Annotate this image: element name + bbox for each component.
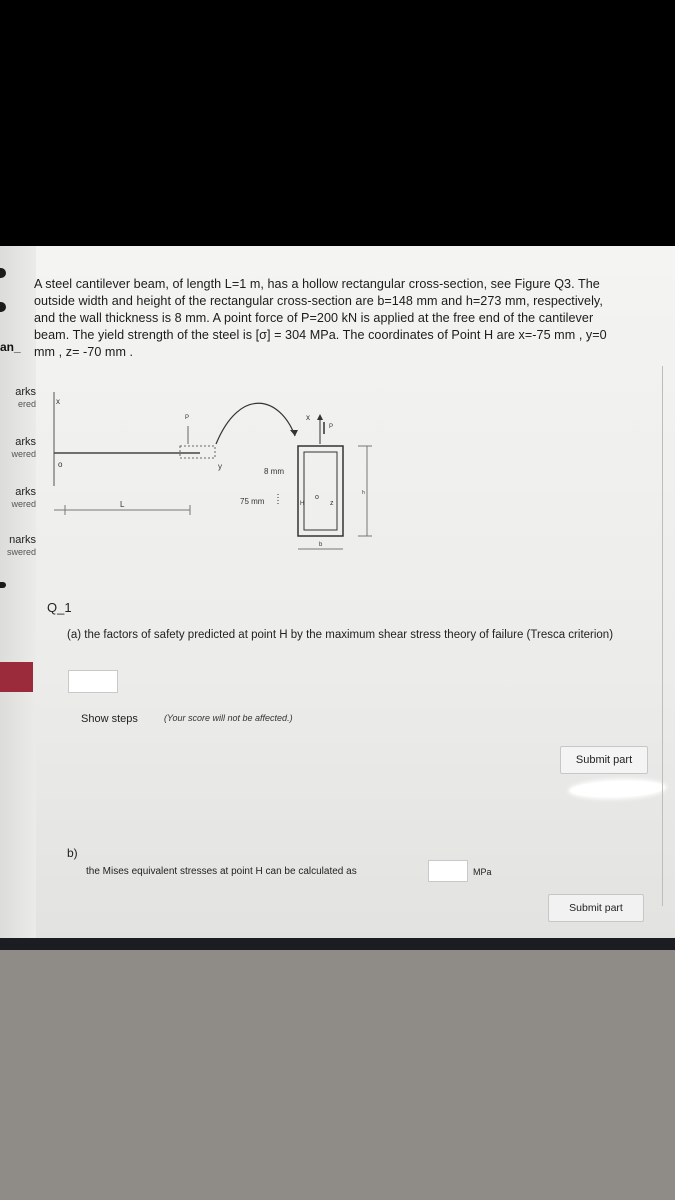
force-label-left: P [185, 415, 190, 421]
screen [0, 246, 675, 950]
wall-thickness-label: 8 mm [264, 467, 284, 476]
sidebar-marker [0, 268, 6, 278]
redaction-smudge [570, 779, 666, 798]
content-border [662, 366, 663, 906]
sidebar-item-marks-2[interactable] [0, 436, 36, 460]
sidebar-item-sub: swered [6, 547, 36, 557]
sidebar-item-an[interactable]: an_ [0, 340, 21, 354]
show-steps-link[interactable]: Show steps [81, 713, 138, 725]
sidebar-item-label: arks [15, 486, 36, 498]
part-a-answer-input[interactable] [68, 670, 118, 693]
axis-y-label: y [218, 462, 222, 471]
sidebar-active-item[interactable] [0, 662, 33, 692]
sidebar-marker [0, 582, 6, 588]
height-label: h [362, 490, 365, 496]
sidebar-item-marks-4[interactable] [0, 534, 36, 558]
section-outer [298, 446, 343, 536]
submit-part-a-button[interactable]: Submit part [560, 746, 648, 774]
section-x-arrowhead [317, 414, 323, 420]
part-b-text: the Mises equivalent stresses at point H can be calculated as [86, 866, 357, 877]
question-id: Q_1 [47, 600, 72, 615]
top-black-area [0, 0, 675, 246]
dim-75-label: 75 mm [240, 497, 265, 506]
axis-z-label: z [330, 500, 334, 507]
sidebar-item-marks-1[interactable] [0, 386, 36, 410]
sidebar-item-marks-3[interactable] [0, 486, 36, 510]
length-label: L [120, 500, 125, 509]
part-b-label: b) [67, 846, 78, 860]
sidebar-item-sub: ered [17, 399, 36, 409]
problem-line: beam. The yield strength of the steel is [σ] = 304 MPa. The coordinates of Point H are x=-75 mm , y=0 [34, 328, 607, 342]
submit-part-b-button[interactable]: Submit part [548, 894, 644, 922]
axis-x-label: x [56, 397, 60, 406]
bottom-gray-area [0, 950, 675, 1200]
connector-arc [216, 403, 295, 444]
problem-line: A steel cantilever beam, of length L=1 m, has a hollow rectangular cross-section, see Figure Q3. The [34, 277, 600, 291]
force-label-right: P [329, 424, 334, 430]
problem-statement [34, 276, 664, 361]
part-a-text: (a) the factors of safety predicted at point H by the maximum shear stress theory of failure (Tresca criterion) [67, 629, 614, 641]
width-label: b [319, 542, 323, 548]
origin-label: o [58, 460, 63, 469]
section-origin-label: o [315, 494, 319, 501]
beam-end-box [180, 446, 215, 458]
sidebar-item-label: arks [15, 436, 36, 448]
problem-line: mm , z= -70 mm . [34, 345, 134, 359]
sidebar-item-label: arks [15, 386, 36, 398]
sidebar-item-sub: wered [11, 449, 36, 459]
score-note: (Your score will not be affected.) [164, 713, 293, 723]
sidebar-marker [0, 302, 6, 312]
problem-line: outside width and height of the rectangular cross-section are b=148 mm and h=273 mm, respectively, [34, 294, 603, 308]
connector-arrowhead [290, 430, 298, 436]
section-x-label: x [306, 413, 310, 422]
sidebar [0, 246, 36, 950]
part-b-answer-input[interactable] [428, 860, 468, 882]
part-b-unit: MPa [473, 867, 492, 877]
point-h-label: H [300, 501, 305, 507]
problem-line: and the wall thickness is 8 mm. A point force of P=200 kN is applied at the free end of the cantilever [34, 311, 594, 325]
figure-q3 [40, 386, 390, 566]
section-inner [304, 452, 337, 530]
sidebar-item-sub: wered [11, 499, 36, 509]
sidebar-item-label: narks [9, 534, 36, 546]
